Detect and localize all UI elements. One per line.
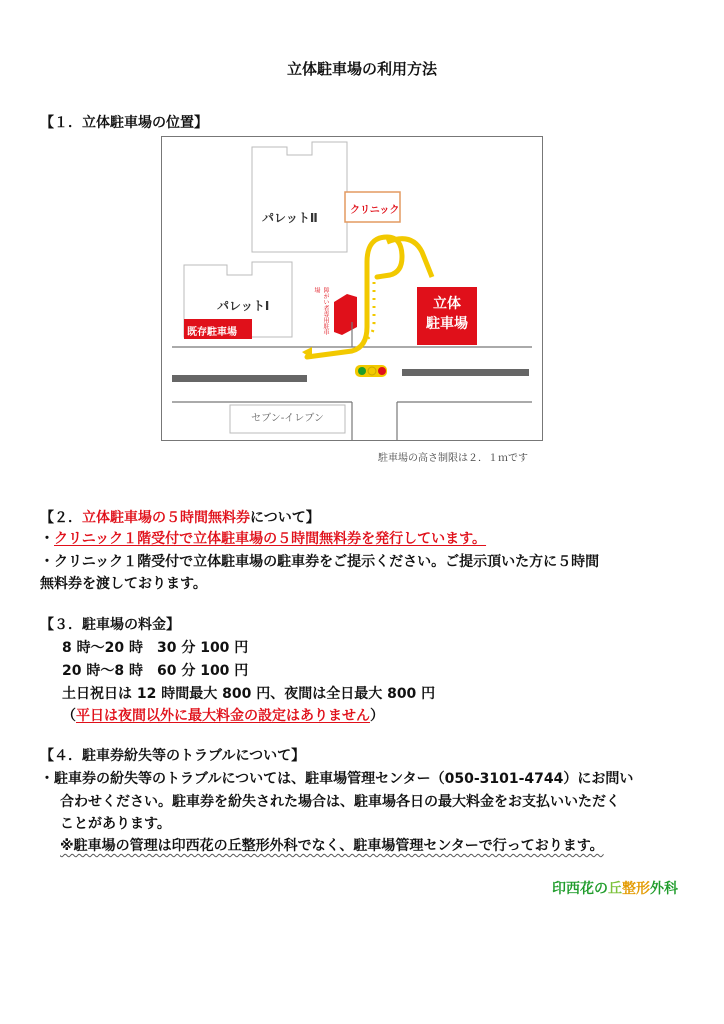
section2-bullet2-line1: ・クリニック１階受付で立体駐車場の駐車券をご提示ください。ご提示頂いた方に５時間	[40, 554, 600, 570]
seven-eleven-label: セブン-イレブン	[251, 413, 324, 424]
pallet1-label: パレットⅠ	[217, 299, 270, 313]
section4-line1: ・駐車券の紛失等のトラブルについては、駐車場管理センター（050-3101-4744）にお問い	[40, 771, 634, 787]
section2-bullet1	[40, 528, 486, 548]
rate-day: 8 時～20 時 30 分 100 円	[62, 640, 249, 656]
location-map	[161, 136, 543, 441]
section4-line2: 合わせください。駐車券を紛失された場合は、駐車場各日の最大料金をお支払いいただく	[60, 794, 620, 810]
footer-part3: 整形	[622, 881, 650, 897]
section2-heading-highlight: 立体駐車場の５時間無料券	[82, 510, 250, 526]
section1-heading: 【１．立体駐車場の位置】	[40, 115, 208, 131]
rate-weekend: 土日祝日は 12 時間最大 800 円、夜間は全日最大 800 円	[62, 686, 436, 702]
section4-line3: ことがあります。	[60, 816, 171, 832]
parking-tower-label-2: 駐車場	[426, 316, 468, 332]
footer-part1: 印西花の	[552, 881, 608, 897]
footer-part4: 外科	[650, 881, 678, 897]
section4-note: ※駐車場の管理は印西花の丘整形外科でなく、駐車場管理センターで行っております。	[60, 838, 604, 854]
existing-parking-label: 既存駐車場	[187, 327, 237, 338]
median-left	[172, 375, 307, 382]
section2-heading	[40, 507, 320, 527]
pallet2-building	[252, 142, 347, 252]
section3-heading: 【３．駐車場の料金】	[40, 617, 180, 633]
note-close-paren: ）	[370, 708, 384, 724]
section2-bullet2-line2: 無料券を渡しております。	[40, 576, 207, 592]
note-open-paren: （	[62, 708, 76, 724]
pallet2-label: パレットⅡ	[262, 211, 318, 225]
clinic-label: クリニック	[350, 205, 400, 216]
section2-heading-suffix: について】	[250, 510, 320, 526]
parking-tower-label-1: 立体	[433, 296, 461, 312]
rate-note	[62, 705, 384, 725]
handicap-parking-label: 障がい者専用駐車場	[313, 287, 329, 335]
section4-heading: 【４．駐車券紛失等のトラブルについて】	[40, 748, 306, 764]
bullet-dot: ・	[40, 531, 54, 547]
page-title: 立体駐車場の利用方法	[286, 60, 437, 78]
handicap-parking-box	[334, 294, 357, 335]
rate-note-highlight: 平日は夜間以外に最大料金の設定はありません	[76, 708, 370, 724]
clinic-name-footer	[552, 878, 678, 898]
rate-night: 20 時～8 時 60 分 100 円	[62, 663, 249, 679]
section2-heading-prefix: 【２．	[40, 510, 82, 526]
section2-bullet1-text: クリニック１階受付で立体駐車場の５時間無料券を発行しています。	[54, 531, 487, 547]
median-right	[402, 369, 529, 376]
footer-part2: 丘	[608, 881, 622, 897]
height-limit-caption: 駐車場の高さ制限は２．１ｍです	[378, 453, 528, 464]
